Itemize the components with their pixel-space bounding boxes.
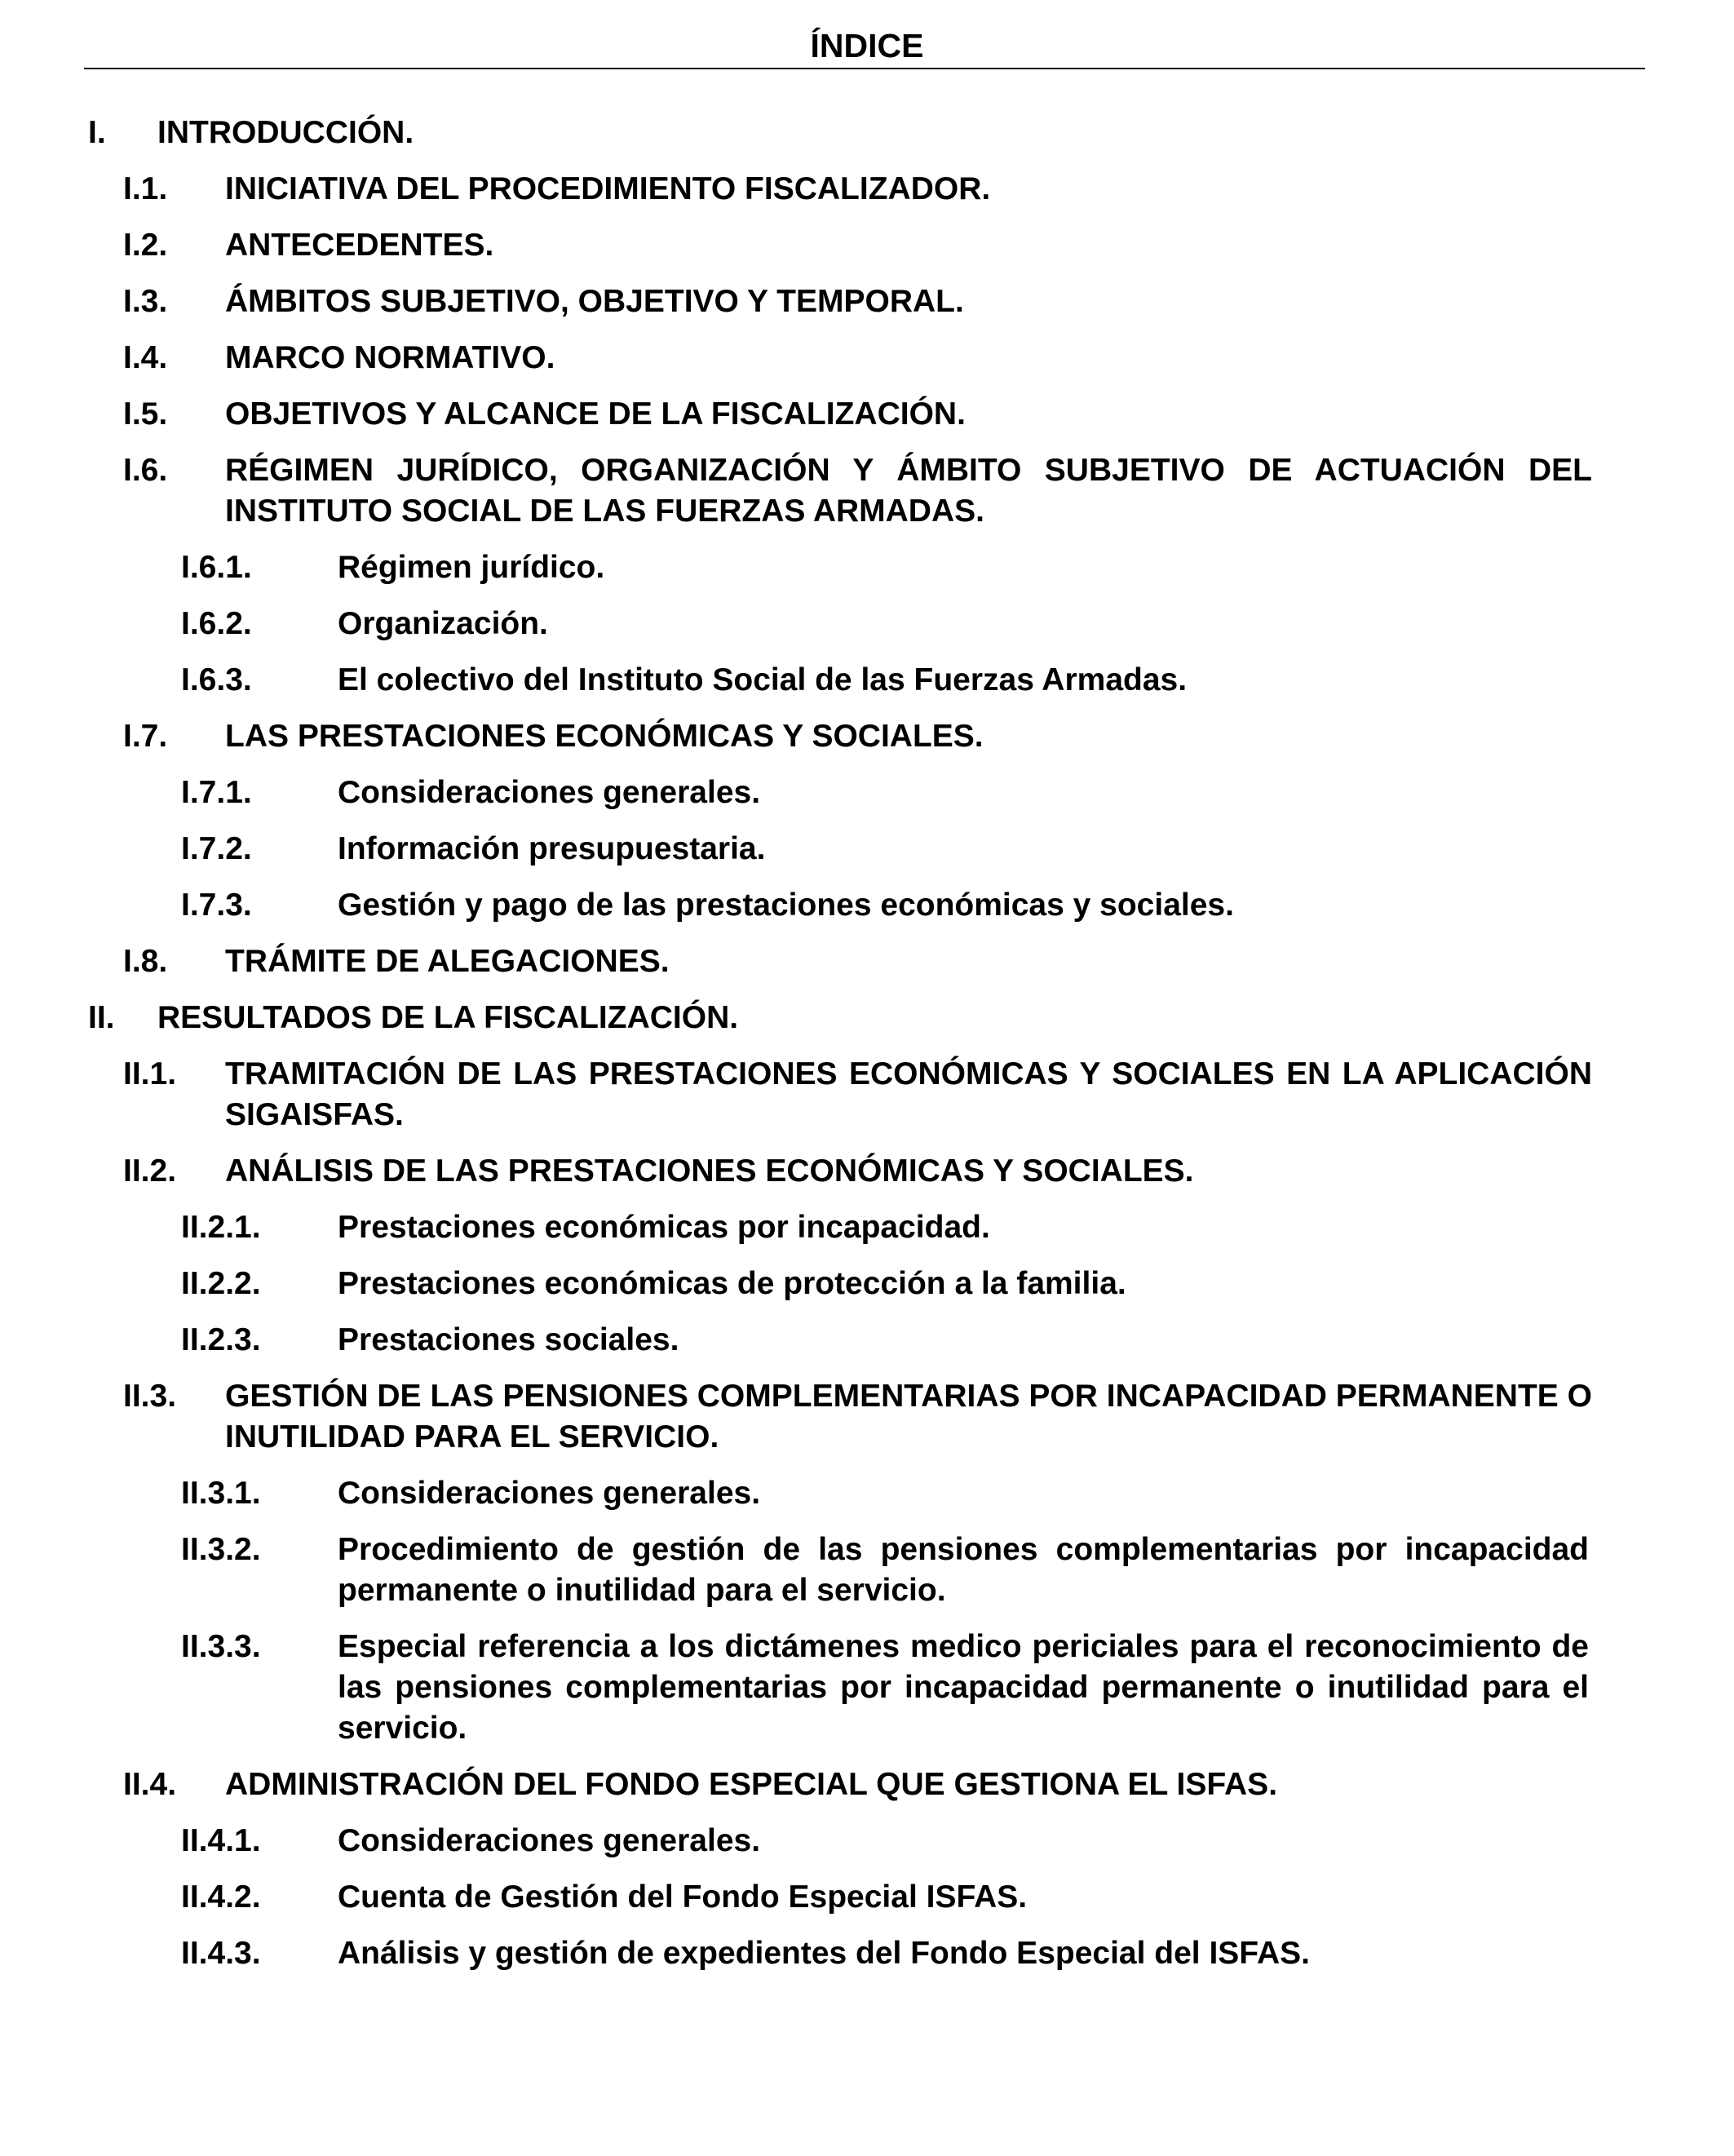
toc-entry-text: Consideraciones generales. (338, 775, 761, 810)
toc-entry-number: I.3. (123, 284, 168, 319)
toc-entry-number: II.4.2. (181, 1879, 261, 1915)
toc-entry-number: I.7.2. (181, 831, 252, 866)
toc-entry-text: ANÁLISIS DE LAS PRESTACIONES ECONÓMICAS Y SOCIALES. (225, 1153, 1194, 1189)
toc-entry-number: I.6. (123, 453, 168, 488)
toc-entry-text: Organización. (338, 606, 548, 641)
toc-entry-number: I.7.3. (181, 888, 252, 923)
toc-entry-number: I.7. (123, 719, 168, 754)
toc-entry-text: Procedimiento de gestión de las pensiones complementarias por incapacidad permanente o inutilidad para el servicio. (338, 1532, 1589, 1608)
toc-entry-number: I.8. (123, 944, 168, 979)
toc-entry-text: Consideraciones generales. (338, 1476, 761, 1511)
toc-entry-text: TRÁMITE DE ALEGACIONES. (225, 944, 670, 979)
toc-entry-number: II. (88, 1000, 115, 1035)
toc-entry-text: LAS PRESTACIONES ECONÓMICAS Y SOCIALES. (225, 719, 984, 754)
toc-entry-text: ADMINISTRACIÓN DEL FONDO ESPECIAL QUE GESTIONA EL ISFAS. (225, 1767, 1278, 1802)
toc-entry-number: II.3.2. (181, 1532, 261, 1567)
toc-entry-text: ANTECEDENTES. (225, 228, 494, 263)
toc-entry-text: Gestión y pago de las prestaciones económicas y sociales. (338, 888, 1234, 923)
toc-entry-number: I.6.1. (181, 550, 252, 585)
page-title: ÍNDICE (810, 27, 924, 64)
title-divider (84, 68, 1645, 69)
toc-entry-number: II.4.3. (181, 1936, 261, 1971)
toc-entry-number: II.2.3. (181, 1322, 261, 1357)
toc-entry-number: I.2. (123, 228, 168, 263)
toc-entry-text: INICIATIVA DEL PROCEDIMIENTO FISCALIZADOR. (225, 171, 991, 206)
toc-entry-number: II.1. (123, 1056, 177, 1091)
toc-entry-text: Especial referencia a los dictámenes medico periciales para el reconocimiento de las pensiones complementarias por incapacidad permanente o inutilidad para el servicio. (338, 1629, 1589, 1746)
toc-entry-text: INTRODUCCIÓN. (157, 115, 414, 150)
toc-entry-text: OBJETIVOS Y ALCANCE DE LA FISCALIZACIÓN. (225, 396, 966, 432)
toc-entry-text: Prestaciones económicas de protección a la familia. (338, 1266, 1126, 1301)
toc-entry-number: I.1. (123, 171, 168, 206)
toc-entry-number: I.4. (123, 340, 168, 375)
toc-entry-number: I.6.2. (181, 606, 252, 641)
toc-entry-number: I.5. (123, 396, 168, 432)
toc-entry-number: II.2. (123, 1153, 177, 1189)
toc-entry-number: II.4.1. (181, 1823, 261, 1858)
toc-entry-text: TRAMITACIÓN DE LAS PRESTACIONES ECONÓMICAS Y SOCIALES EN LA APLICACIÓN SIGAISFAS. (225, 1056, 1592, 1132)
toc-entry-number: II.3.3. (181, 1629, 261, 1664)
toc-entry-text: RÉGIMEN JURÍDICO, ORGANIZACIÓN Y ÁMBITO SUBJETIVO DE ACTUACIÓN DEL INSTITUTO SOCIAL DE LAS FUERZAS ARMADAS. (225, 453, 1592, 529)
toc-entry-number: I.6.3. (181, 662, 252, 697)
toc-entry-text: RESULTADOS DE LA FISCALIZACIÓN. (157, 1000, 739, 1035)
toc-entry-text: GESTIÓN DE LAS PENSIONES COMPLEMENTARIAS POR INCAPACIDAD PERMANENTE O INUTILIDAD PARA EL SERVICIO. (225, 1379, 1592, 1454)
toc-entry-text: Consideraciones generales. (338, 1823, 761, 1858)
toc-entry-number: II.3.1. (181, 1476, 261, 1511)
toc-entry-text: Régimen jurídico. (338, 550, 605, 585)
toc-entry-text: El colectivo del Instituto Social de las Fuerzas Armadas. (338, 662, 1188, 697)
toc-entry-number: II.2.2. (181, 1266, 261, 1301)
toc-entry-text: Análisis y gestión de expedientes del Fondo Especial del ISFAS. (338, 1936, 1310, 1971)
toc-entry-text: Prestaciones sociales. (338, 1322, 679, 1357)
toc-entry-text: Información presupuestaria. (338, 831, 766, 866)
toc-entry-number: I. (88, 115, 106, 150)
toc-entry-number: II.2.1. (181, 1210, 261, 1245)
toc-entry-number: II.3. (123, 1379, 177, 1414)
toc-entry-text: ÁMBITOS SUBJETIVO, OBJETIVO Y TEMPORAL. (225, 284, 964, 319)
toc-entry-text: Cuenta de Gestión del Fondo Especial ISFAS. (338, 1879, 1028, 1915)
toc-entry-text: Prestaciones económicas por incapacidad. (338, 1210, 990, 1245)
toc-entry-number: I.7.1. (181, 775, 252, 810)
toc-entry-text: MARCO NORMATIVO. (225, 340, 555, 375)
toc-entry-number: II.4. (123, 1767, 177, 1802)
